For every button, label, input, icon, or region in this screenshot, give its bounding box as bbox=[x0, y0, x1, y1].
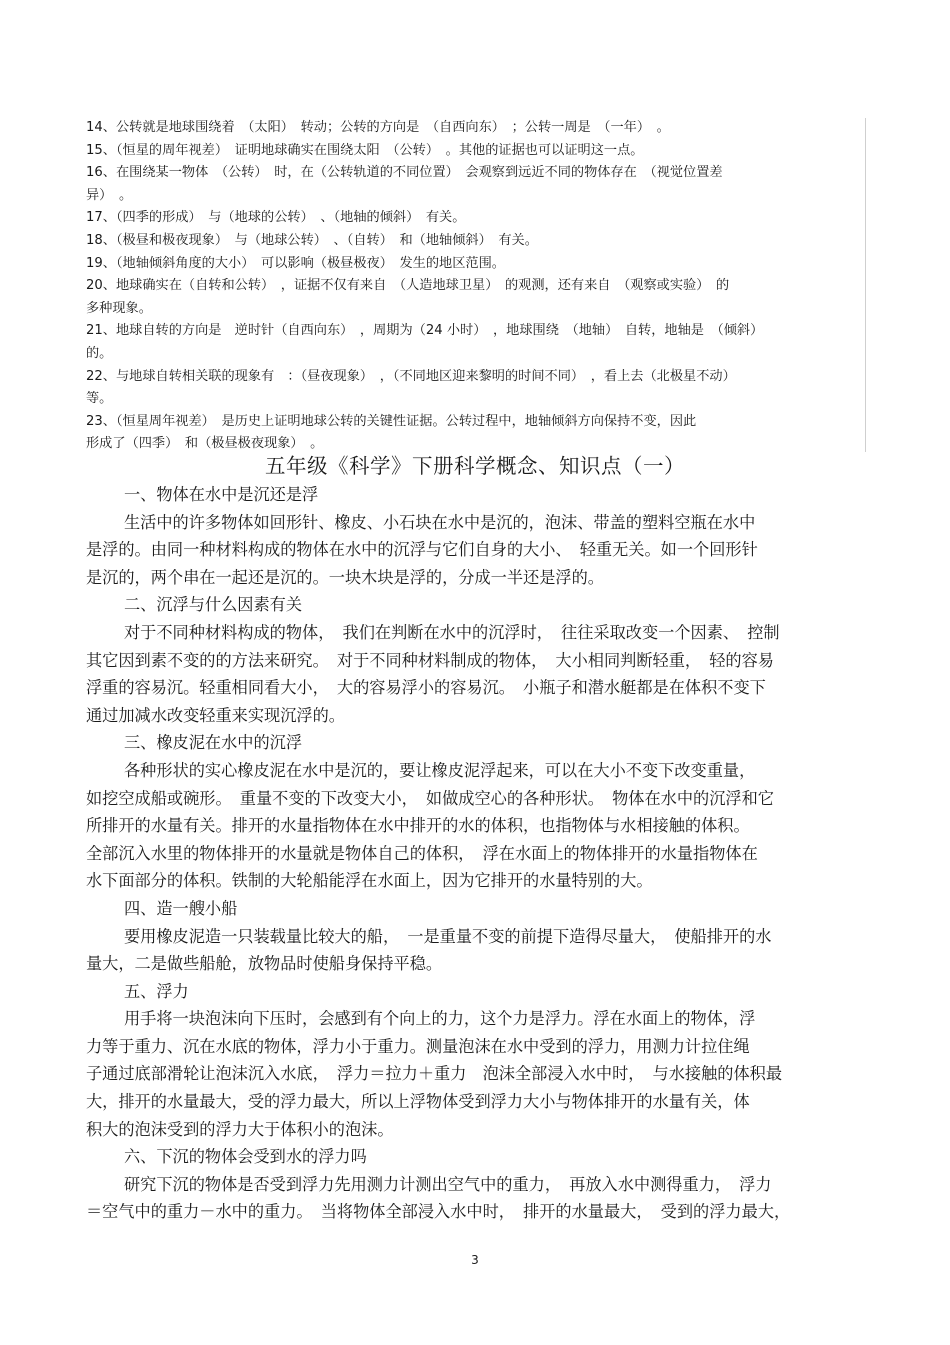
review-line: 19、（地轴倾斜角度的大小） 可以影响（极昼极夜） 发生的地区范围。 bbox=[86, 255, 505, 271]
subsection-heading: 六、下沉的物体会受到水的浮力吗 bbox=[124, 1147, 367, 1167]
subsection-heading: 三、橡皮泥在水中的沉浮 bbox=[124, 733, 303, 753]
review-line: 23、（恒星周年视差） 是历史上证明地球公转的关键性证据。公转过程中，地轴倾斜方向保持不变，因此 bbox=[86, 413, 697, 429]
page-number: 3 bbox=[471, 1253, 479, 1267]
paragraph-line: 其它因到素不变的的方法来研究。 对于不同种材料制成的物体， 大小相同判断轻重， 轻的容易 bbox=[86, 650, 774, 670]
paragraph-line: 各种形状的实心橡皮泥在水中是沉的，要让橡皮泥浮起来，可以在大小不变下改变重量， bbox=[124, 760, 756, 780]
subsection-heading: 二、沉浮与什么因素有关 bbox=[124, 595, 303, 615]
column-divider bbox=[865, 118, 866, 452]
paragraph-line: 全部沉入水里的物体排开的水量就是物体自己的体积， 浮在水面上的物体排开的水量指物体在 bbox=[86, 843, 758, 863]
review-line: 15、（恒星的周年视差） 证明地球确实在围绕太阳 （公转） 。其他的证据也可以证明这一点。 bbox=[86, 142, 644, 158]
paragraph-line: 用手将一块泡沫向下压时，会感到有个向上的力，这个力是浮力。浮在水面上的物体，浮 bbox=[124, 1009, 756, 1029]
review-line: 16、在围绕某一物体 （公转） 时，在（公转轨道的不同位置） 会观察到远近不同的物体存在 （视觉位置差 bbox=[86, 165, 723, 181]
paragraph-line: 所排开的水量有关。排开的水量指物体在水中排开的水的体积，也指物体与水相接触的体积。 bbox=[86, 816, 750, 836]
section-title: 五年级《科学》下册科学概念、知识点（一） bbox=[265, 454, 685, 478]
paragraph-line: 要用橡皮泥造一只装载量比较大的船， 一是重量不变的前提下造得尽量大， 使船排开的水 bbox=[124, 926, 772, 946]
review-line: 22、与地球自转相关联的现象有 ：（昼夜现象） ，（不同地区迎来黎明的时间不同） ，看上去（北极星不动） bbox=[86, 368, 736, 384]
paragraph-line: 大，排开的水量最大，受的浮力最大，所以上浮物体受到浮力大小与物体排开的水量有关，体 bbox=[86, 1092, 750, 1112]
paragraph-line: 研究下沉的物体是否受到浮力先用测力计测出空气中的重力， 再放入水中测得重力， 浮力 bbox=[124, 1174, 772, 1194]
paragraph-line: 生活中的许多物体如回形针、橡皮、小石块在水中是沉的，泡沫、带盖的塑料空瓶在水中 bbox=[124, 512, 756, 532]
review-line: 多种现象。 bbox=[86, 300, 152, 316]
paragraph-line: 积大的泡沫受到的浮力大于体积小的泡沫。 bbox=[86, 1119, 394, 1139]
review-line: 等。 bbox=[86, 391, 113, 407]
paragraph-line: ＝空气中的重力－水中的重力。 当将物体全部浸入水中时， 排开的水量最大， 受到的浮力最大， bbox=[86, 1202, 791, 1222]
paragraph-line: 量大，二是做些船舱，放物品时使船身保持平稳。 bbox=[86, 954, 443, 974]
paragraph-line: 是浮的。由同一种材料构成的物体在水中的沉浮与它们自身的大小、 轻重无关。如一个回形针 bbox=[86, 540, 758, 560]
paragraph-line: 力等于重力、沉在水底的物体，浮力小于重力。测量泡沫在水中受到的浮力，用测力计拉住绳 bbox=[86, 1036, 750, 1056]
review-line: 18、（极昼和极夜现象） 与（地球公转） 、（自转） 和（地轴倾斜） 有关。 bbox=[86, 232, 538, 248]
review-line: 异） 。 bbox=[86, 187, 133, 203]
review-line: 20、地球确实在（自转和公转） ，证据不仅有来自 （人造地球卫星） 的观测，还有来自 （观察或实验） 的 bbox=[86, 278, 730, 294]
review-line: 的。 bbox=[86, 345, 113, 361]
review-line: 17、（四季的形成） 与（地球的公转） 、（地轴的倾斜） 有关。 bbox=[86, 210, 466, 226]
review-list bbox=[86, 117, 856, 456]
paragraph-line: 浮重的容易沉。轻重相同看大小， 大的容易浮小的容易沉。 小瓶子和潜水艇都是在体积不变下 bbox=[86, 678, 766, 698]
paragraph-line: 水下面部分的体积。铁制的大轮船能浮在水面上，因为它排开的水量特别的大。 bbox=[86, 871, 653, 891]
paragraph-line: 如挖空成船或碗形。 重量不变的下改变大小， 如做成空心的各种形状。 物体在水中的沉浮和它 bbox=[86, 788, 774, 808]
subsection-heading: 一、物体在水中是沉还是浮 bbox=[124, 485, 319, 504]
paragraph-line: 对于不同种材料构成的物体， 我们在判断在水中的沉浮时， 往往采取改变一个因素、 控制 bbox=[124, 622, 780, 642]
paragraph-line: 通过加减水改变轻重来实现沉浮的。 bbox=[86, 705, 345, 725]
review-line: 形成了（四季） 和（极昼极夜现象） 。 bbox=[86, 436, 324, 452]
subsection-heading: 五、浮力 bbox=[124, 981, 189, 1001]
review-line: 21、地球自转的方向是 逆时针（自西向东） ，周期为（24 小时） ，地球围绕 （地轴） 自转，地轴是 （倾斜） bbox=[86, 323, 764, 339]
paragraph-line: 是沉的，两个串在一起还是沉的。一块木块是浮的，分成一半还是浮的。 bbox=[86, 567, 604, 587]
subsection-heading: 四、造一艘小船 bbox=[124, 898, 238, 918]
paragraph-line: 子通过底部滑轮让泡沫沉入水底， 浮力＝拉力＋重力 泡沫全部浸入水中时， 与水接触的体积最 bbox=[86, 1064, 783, 1084]
review-line: 14、公转就是地球围绕着 （太阳） 转动；公转的方向是 （自西向东） ；公转一周是 （一年） 。 bbox=[86, 120, 670, 135]
main-content bbox=[86, 481, 866, 1226]
